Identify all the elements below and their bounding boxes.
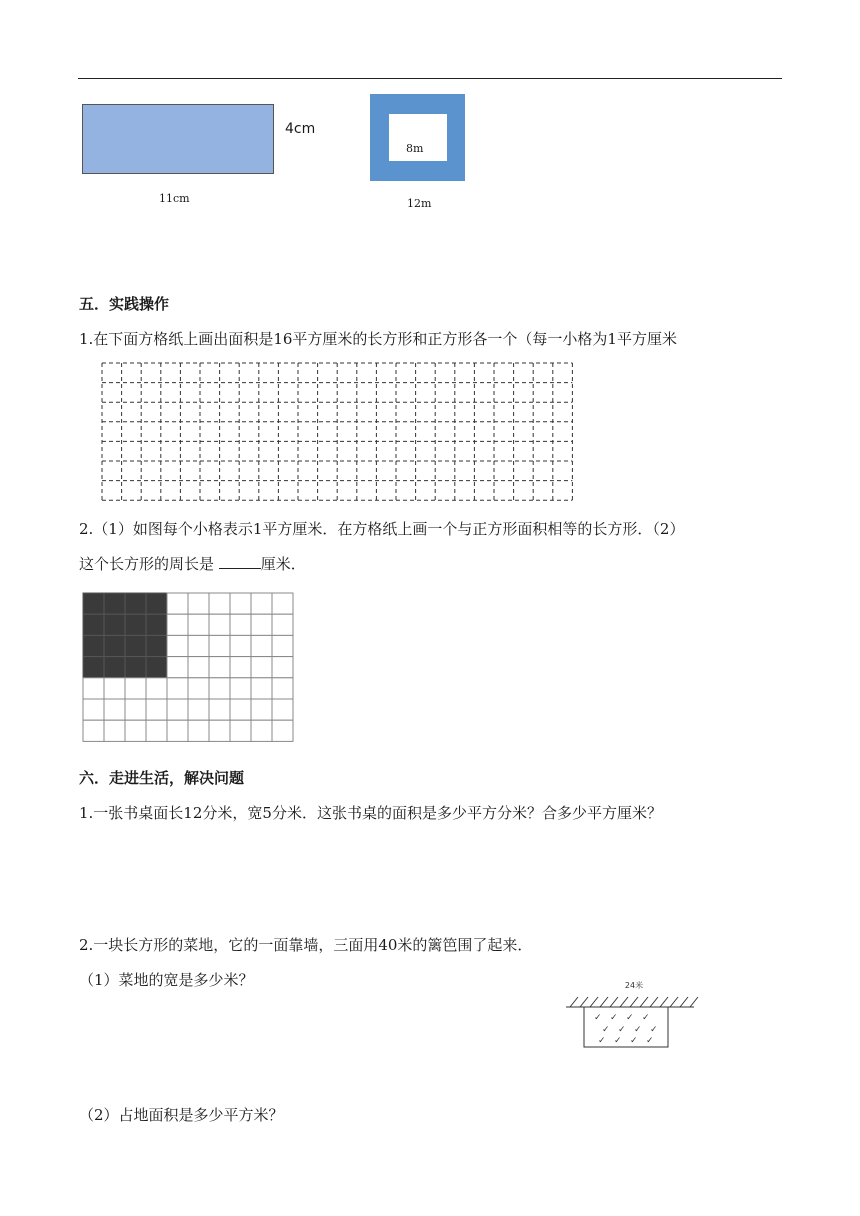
- shaded-cell: [125, 657, 146, 678]
- grid-cell: [209, 699, 230, 720]
- garden-figure: [560, 976, 700, 1052]
- grid-cell: [167, 635, 188, 656]
- header-rule: [78, 78, 782, 79]
- section5-question2-line2: [79, 553, 306, 574]
- grid-cell: [167, 699, 188, 720]
- shaded-cell: [125, 614, 146, 635]
- shaded-cell: [125, 635, 146, 656]
- answer-blank[interactable]: [219, 554, 261, 569]
- q2-text-after-blank: 厘米．: [260, 555, 306, 573]
- rectangle-figure: [82, 104, 274, 174]
- grid-cell: [167, 678, 188, 699]
- grid-cell: [104, 678, 125, 699]
- shaded-cell: [83, 593, 104, 614]
- plant-mark: ✓: [610, 1013, 618, 1023]
- grid-cell: [230, 635, 251, 656]
- shaded-cell: [146, 657, 167, 678]
- grid-cell: [230, 614, 251, 635]
- grid-cell: [188, 720, 209, 741]
- grid-cell: [167, 614, 188, 635]
- grid-cell: [272, 593, 293, 614]
- plant-mark: ✓: [614, 1036, 622, 1046]
- grid-cell: [209, 614, 230, 635]
- shaded-cell: [83, 635, 104, 656]
- plant-mark: ✓: [598, 1036, 606, 1046]
- shaded-cell: [146, 593, 167, 614]
- grid-cell: [83, 699, 104, 720]
- grid-cell: [251, 635, 272, 656]
- plant-mark: ✓: [642, 1013, 650, 1023]
- grid-cell: [209, 657, 230, 678]
- grid-cell: [272, 614, 293, 635]
- grid-cell: [230, 699, 251, 720]
- grid-cell: [167, 657, 188, 678]
- grid-cell: [83, 720, 104, 741]
- grid-cell: [272, 720, 293, 741]
- grid-cell: [251, 678, 272, 699]
- grid-cell: [230, 657, 251, 678]
- grid-cell: [272, 657, 293, 678]
- shaded-cell: [104, 657, 125, 678]
- plant-mark: ✓: [650, 1025, 658, 1035]
- square-inner-label: 8m: [406, 142, 424, 155]
- shaded-cell: [146, 635, 167, 656]
- section6-question2: 2.一块长方形的菜地，它的一面靠墙，三面用40米的篱笆围了起来．: [79, 936, 533, 954]
- grid-cell: [230, 678, 251, 699]
- grid-cell: [272, 678, 293, 699]
- section6-question1: 1.一张书桌面长12分米，宽5分米．这张书桌的面积是多少平方分米？合多少平方厘米？: [79, 804, 662, 822]
- section6-question2-part2: （2）占地面积是多少平方米？: [79, 1106, 284, 1124]
- grid-cell: [125, 678, 146, 699]
- grid-cell: [251, 657, 272, 678]
- grid-cell: [230, 593, 251, 614]
- shaded-cell: [104, 593, 125, 614]
- section5-question2-line1: 2.（1）如图每个小格表示1平方厘米．在方格纸上画一个与正方形面积相等的长方形．（2）: [79, 520, 685, 538]
- grid-cell: [251, 614, 272, 635]
- section5-question1: 1.在下面方格纸上画出面积是16平方厘米的长方形和正方形各一个（每一小格为1平方厘米: [79, 330, 677, 348]
- grid-cell: [251, 593, 272, 614]
- grid-cell: [272, 635, 293, 656]
- grid-cell: [251, 699, 272, 720]
- dashed-grid-paper: [100, 361, 576, 501]
- grid-cell: [146, 699, 167, 720]
- grid-cell: [188, 678, 209, 699]
- grid-cell: [188, 657, 209, 678]
- grid-cell: [125, 699, 146, 720]
- grid-cell: [209, 635, 230, 656]
- shaded-cell: [83, 657, 104, 678]
- q2-text-before-blank: 这个长方形的周长是: [79, 555, 215, 573]
- plant-mark: ✓: [634, 1025, 642, 1035]
- section5-heading: 五．实践操作: [79, 295, 170, 313]
- garden-width-label: 24米: [624, 981, 644, 990]
- section6-question2-part1: （1）菜地的宽是多少米？: [79, 971, 254, 989]
- plant-mark: ✓: [594, 1013, 602, 1023]
- grid-cell: [209, 593, 230, 614]
- grid-cell: [167, 593, 188, 614]
- grid-cell: [188, 635, 209, 656]
- grid-cell: [146, 720, 167, 741]
- grid-cell: [230, 720, 251, 741]
- plant-mark: ✓: [602, 1025, 610, 1035]
- rect-width-label: 11cm: [159, 192, 190, 205]
- grid-cell: [83, 678, 104, 699]
- grid-cell: [188, 614, 209, 635]
- grid-cell: [272, 699, 293, 720]
- grid-cell: [146, 678, 167, 699]
- grid-cell: [188, 699, 209, 720]
- grid-cell: [104, 720, 125, 741]
- grid-cell: [125, 720, 146, 741]
- shaded-cell: [104, 614, 125, 635]
- grid-cell: [167, 720, 188, 741]
- plant-mark: ✓: [630, 1036, 638, 1046]
- grid-cell: [251, 720, 272, 741]
- shaded-cell: [146, 614, 167, 635]
- rect-height-label: 4cm: [285, 121, 316, 137]
- grid-cell: [209, 678, 230, 699]
- shaded-cell: [83, 614, 104, 635]
- section6-heading: 六．走进生活，解决问题: [79, 769, 245, 787]
- square-outer-label: 12m: [407, 197, 432, 210]
- shaded-cell: [125, 593, 146, 614]
- plant-mark: ✓: [618, 1025, 626, 1035]
- plant-mark: ✓: [626, 1013, 634, 1023]
- square-grid-figure: [82, 592, 294, 744]
- plant-mark: ✓: [646, 1036, 654, 1046]
- shaded-cell: [104, 635, 125, 656]
- grid-cell: [209, 720, 230, 741]
- grid-cell: [104, 699, 125, 720]
- grid-cell: [188, 593, 209, 614]
